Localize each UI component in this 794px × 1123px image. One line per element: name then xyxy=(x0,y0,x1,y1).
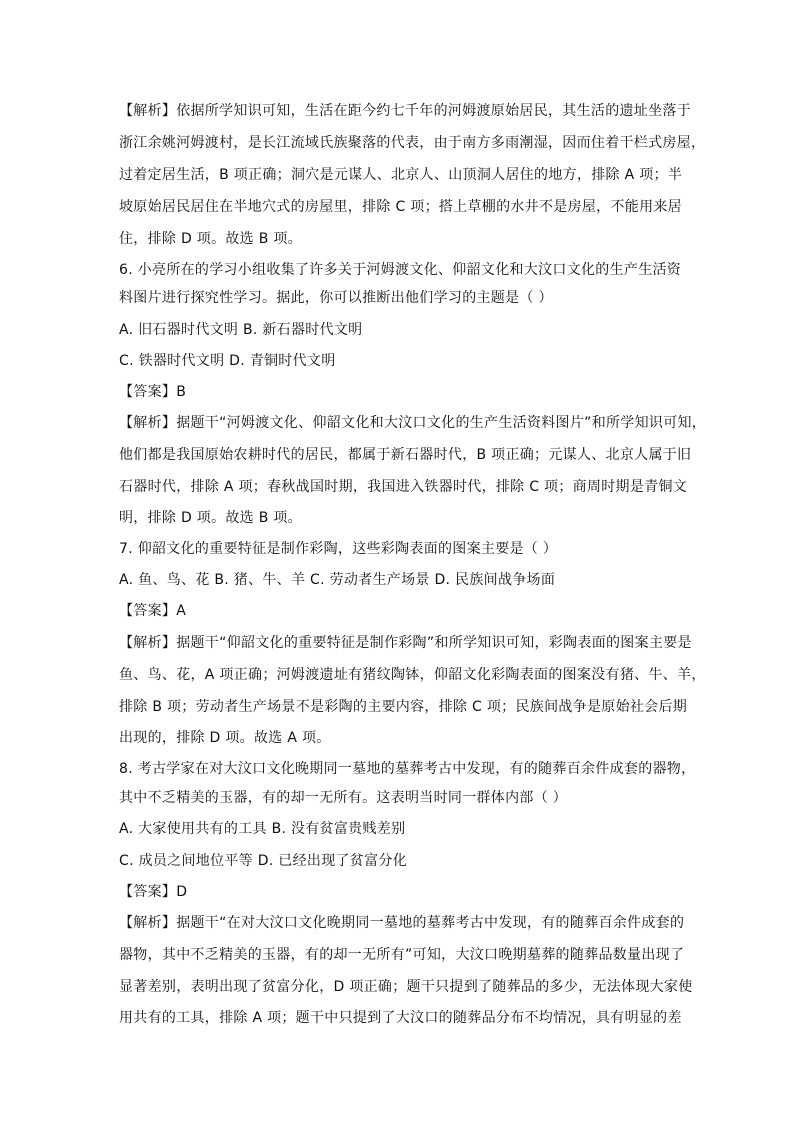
question-7: 7. 仰韶文化的重要特征是制作彩陶，这些彩陶表面的图案主要是（ ） xyxy=(119,541,558,557)
text-line: 住，排除 D 项。故选 B 项。 xyxy=(119,231,302,247)
text-line: 【解析】据题干“仰韶文化的重要特征是制作彩陶”和所学知识可知，彩陶表面的图案主要是 xyxy=(119,635,692,651)
text-line: 其中不乏精美的玉器，有的却一无所有。这表明当时同一群体内部（ ） xyxy=(119,790,568,806)
text-line: 坡原始居民居住在半地穴式的房屋里，排除 C 项；搭上草棚的水井不是房屋，不能用来居 xyxy=(119,199,682,215)
answer-label: 【答案】B xyxy=(119,384,187,400)
text-line: 【解析】据题干“河姆渡文化、仰韶文化和大汶口文化的生产生活资料图片”和所学知识可知， xyxy=(119,415,707,431)
answer-label: 【答案】A xyxy=(119,603,187,619)
text-line: 显著差别，表明出现了贫富分化，D 项正确；题干只提到了随葬品的多少，无法体现大家使 xyxy=(119,979,693,995)
text-line: 用共有的工具，排除 A 项；题干中只提到了大汶口的随葬品分布不均情况，具有明显的差 xyxy=(119,1010,682,1026)
text-line: 排除 B 项；劳动者生产场景不是彩陶的主要内容，排除 C 项；民族间战争是原始社会后期 xyxy=(119,699,688,715)
text-line: 【解析】依据所学知识可知，生活在距今约七千年的河姆渡原始居民，其生活的遗址坐落于 xyxy=(119,103,691,119)
option-line: A. 鱼、鸟、花 B. 猪、牛、羊 C. 劳动者生产场景 D. 民族间战争场面 xyxy=(119,572,556,588)
option-line: A. 大家使用共有的工具 B. 没有贫富贵贱差别 xyxy=(119,821,406,837)
text-line: 过着定居生活，B 项正确；洞穴是元谋人、北京人、山顶洞人居住的地方，排除 A 项；半 xyxy=(119,167,683,183)
option-line: C. 铁器时代文明 D. 青铜时代文明 xyxy=(119,353,336,369)
text-line: 料图片进行探究性学习。据此，你可以推断出他们学习的主题是（ ） xyxy=(119,290,553,306)
option-line: C. 成员之间地位平等 D. 已经出现了贫富分化 xyxy=(119,853,408,869)
question-6: 6. 小亮所在的学习小组收集了许多关于河姆渡文化、仰韶文化和大汶口文化的生产生活资 xyxy=(119,262,682,278)
question-8: 8. 考古学家在对大汶口文化晚期同一墓地的墓葬考古中发现，有的随葬百余件成套的器物， xyxy=(119,761,696,777)
option-line: A. 旧石器时代文明 B. 新石器时代文明 xyxy=(119,322,363,338)
text-line: 器物，其中不乏精美的玉器，有的却一无所有”可知，大汶口晚期墓葬的随葬品数量出现了 xyxy=(119,947,685,963)
text-line: 他们都是我国原始农耕时代的居民，都属于新石器时代，B 项正确；元谋人、北京人属于旧 xyxy=(119,447,692,463)
text-line: 【解析】据题干“在对大汶口文化晚期同一墓地的墓葬考古中发现，有的随葬百余件成套的 xyxy=(119,915,685,931)
text-line: 浙江余姚河姆渡村，是长江流域氏族聚落的代表，由于南方多雨潮湿，因而住着干栏式房屋， xyxy=(119,135,706,151)
answer-label: 【答案】D xyxy=(119,884,188,900)
text-line: 出现的，排除 D 项。故选 A 项。 xyxy=(119,730,331,746)
text-line: 石器时代，排除 A 项；春秋战国时期，我国进入铁器时代，排除 C 项；商周时期是青铜文 xyxy=(119,479,688,495)
text-line: 鱼、鸟、花，A 项正确；河姆渡遗址有猪纹陶钵，仰韶文化彩陶表面的图案没有猪、牛、羊， xyxy=(119,667,706,683)
text-line: 明，排除 D 项。故选 B 项。 xyxy=(119,510,302,526)
